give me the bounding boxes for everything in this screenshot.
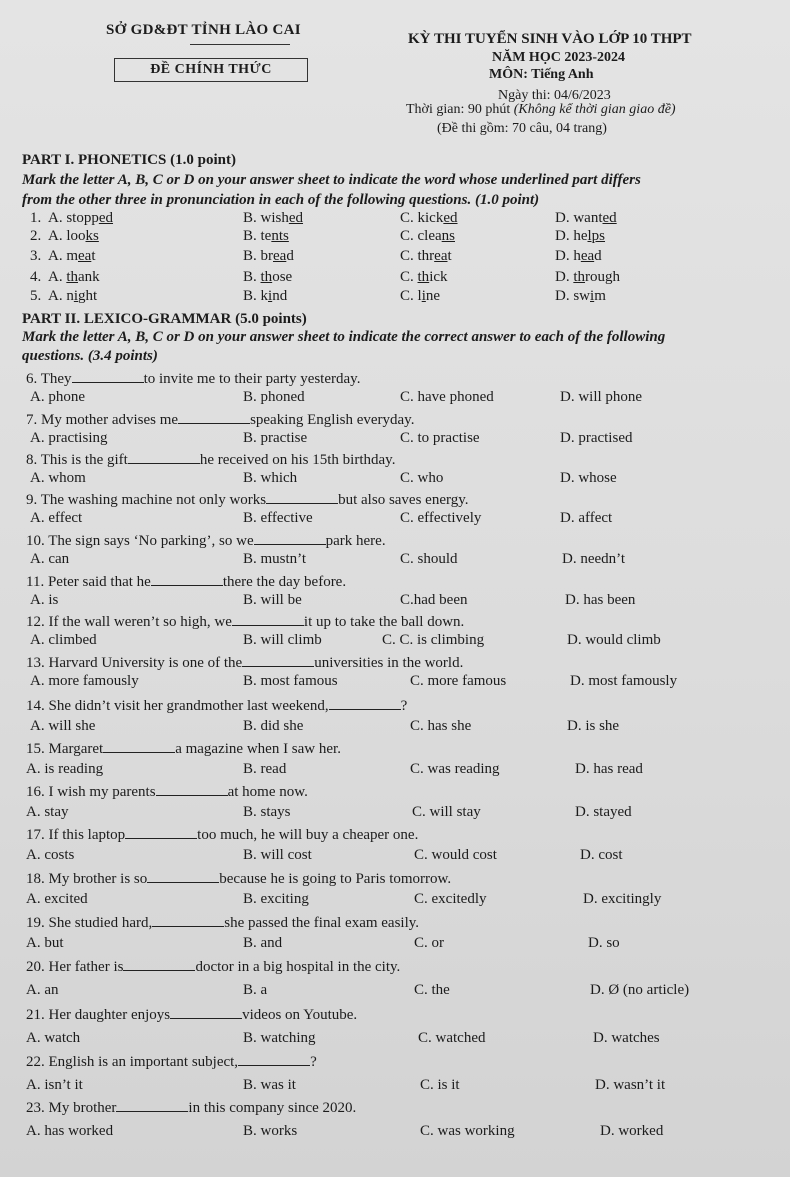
answer-blank bbox=[266, 491, 338, 504]
underlined-part: ea bbox=[434, 248, 448, 264]
exam-time bbox=[406, 102, 676, 118]
subject: MÔN: Tiếng Anh bbox=[489, 67, 594, 82]
question-text: 7. My mother advises me bbox=[26, 412, 179, 428]
question-stem bbox=[26, 914, 419, 932]
question-stem bbox=[26, 958, 400, 976]
answer-option-d: D. watches bbox=[593, 1030, 660, 1046]
option-text: A. loo bbox=[48, 228, 86, 244]
question-text: universities in the world. bbox=[314, 655, 464, 671]
question-text: but also saves energy. bbox=[338, 492, 469, 508]
phonetics-option-d bbox=[555, 269, 620, 286]
option-text: t bbox=[447, 248, 452, 264]
answer-blank bbox=[156, 783, 228, 796]
option-text: D. he bbox=[555, 228, 588, 244]
answer-option-b: B. practise bbox=[243, 430, 308, 446]
answer-blank bbox=[238, 1053, 310, 1066]
answer-option-c: C. have phoned bbox=[400, 389, 494, 405]
question-stem bbox=[26, 870, 451, 888]
answer-blank bbox=[170, 1006, 242, 1019]
underlined-part: ea bbox=[78, 248, 92, 264]
question-text: 20. Her father is bbox=[26, 959, 124, 975]
answer-option-c: C. has she bbox=[410, 718, 472, 734]
underlined-part: i bbox=[73, 288, 79, 304]
question-stem bbox=[26, 697, 407, 715]
answer-blank bbox=[103, 740, 175, 753]
answer-option-d: D. wasn’t it bbox=[595, 1077, 666, 1093]
question-stem bbox=[26, 654, 463, 672]
answer-option-b: B. will cost bbox=[243, 847, 312, 863]
underlined-part: th bbox=[260, 269, 273, 285]
question-text: in this company since 2020. bbox=[188, 1100, 357, 1116]
question-text: 14. She didn’t visit her grandmother last weekend, bbox=[26, 698, 329, 714]
answer-option-a: A. practising bbox=[30, 430, 108, 446]
answer-option-a: A. stay bbox=[26, 804, 69, 820]
option-text: ne bbox=[425, 288, 441, 304]
answer-option-c: C. the bbox=[414, 982, 450, 998]
answer-option-d: D. affect bbox=[560, 510, 613, 526]
answer-blank bbox=[72, 370, 144, 383]
question-number: 1. bbox=[30, 210, 42, 226]
answer-option-b: B. and bbox=[243, 935, 283, 951]
question-text: 6. They bbox=[26, 371, 72, 387]
phonetics-option-b bbox=[243, 210, 303, 227]
phonetics-option-d bbox=[555, 210, 617, 227]
option-text: D. sw bbox=[555, 288, 591, 304]
question-text: 18. My brother is so bbox=[26, 871, 148, 887]
answer-option-d: D. has read bbox=[575, 761, 643, 777]
underlined-part: ns bbox=[441, 228, 455, 244]
phonetics-option-d bbox=[555, 228, 605, 245]
part1-title: PART I. PHONETICS (1.0 point) bbox=[22, 152, 236, 168]
answer-option-c: C. C. is climbing bbox=[382, 632, 485, 648]
question-number: 5. bbox=[30, 288, 42, 304]
answer-blank bbox=[232, 613, 304, 626]
question-text: to invite me to their party yesterday. bbox=[143, 371, 361, 387]
option-text: D. want bbox=[555, 210, 603, 226]
option-text: nd bbox=[272, 288, 288, 304]
answer-option-d: D. is she bbox=[567, 718, 620, 734]
official-label: ĐỀ CHÍNH THỨC bbox=[114, 58, 308, 82]
answer-option-d: D. needn’t bbox=[562, 551, 626, 567]
answer-option-d: D. Ø (no article) bbox=[590, 982, 690, 998]
phonetics-option-c bbox=[400, 269, 448, 286]
phonetics-option-a bbox=[48, 248, 96, 265]
department-underline bbox=[190, 44, 290, 45]
question-stem bbox=[26, 451, 395, 469]
question-text: 22. English is an important subject, bbox=[26, 1054, 239, 1070]
answer-option-b: B. will climb bbox=[243, 632, 322, 648]
answer-option-c: C. who bbox=[400, 470, 444, 486]
answer-option-b: B. mustn’t bbox=[243, 551, 307, 567]
phonetics-option-a bbox=[48, 228, 99, 245]
question-stem bbox=[26, 411, 414, 429]
phonetics-option-b bbox=[243, 269, 292, 286]
answer-option-b: B. most famous bbox=[243, 673, 338, 689]
question-stem bbox=[26, 783, 308, 801]
underlined-part: i bbox=[268, 288, 273, 304]
answer-blank bbox=[147, 870, 219, 883]
time-label: Thời gian: 90 phút bbox=[406, 102, 511, 117]
answer-option-c: C. was reading bbox=[410, 761, 500, 777]
part1-instruction-line1: Mark the letter A, B, C or D on your answer sheet to indicate the word whose underlined part differs bbox=[22, 172, 641, 188]
answer-blank bbox=[125, 826, 197, 839]
question-stem bbox=[26, 740, 341, 758]
department-name: SỞ GD&ĐT TỈNH LÀO CAI bbox=[106, 22, 301, 38]
phonetics-option-d bbox=[555, 288, 606, 305]
answer-option-d: D. cost bbox=[580, 847, 623, 863]
answer-option-a: A. costs bbox=[26, 847, 75, 863]
question-text: too much, he will buy a cheaper one. bbox=[197, 827, 419, 843]
phonetics-option-c bbox=[400, 228, 455, 245]
option-text: D. bbox=[555, 269, 574, 285]
option-text: C. bbox=[400, 269, 418, 285]
question-stem bbox=[26, 826, 418, 844]
question-text: 19. She studied hard, bbox=[26, 915, 153, 931]
underlined-part: ea bbox=[273, 248, 287, 264]
option-text: ght bbox=[78, 288, 98, 304]
answer-option-c: C. excitedly bbox=[414, 891, 487, 907]
underlined-part: lps bbox=[587, 228, 606, 244]
underlined-part: ed bbox=[443, 210, 458, 226]
question-text: speaking English everyday. bbox=[250, 412, 415, 428]
question-text: 10. The sign says ‘No parking’, so we bbox=[26, 533, 254, 549]
phonetics-option-c bbox=[400, 288, 440, 305]
answer-option-a: A. an bbox=[26, 982, 59, 998]
option-text: m bbox=[594, 288, 606, 304]
question-stem bbox=[26, 1099, 356, 1117]
option-text: C. kick bbox=[400, 210, 444, 226]
option-text: A. bbox=[48, 269, 67, 285]
option-text: B. br bbox=[243, 248, 273, 264]
option-text: B. bbox=[243, 269, 261, 285]
question-text: 11. Peter said that he bbox=[26, 574, 151, 590]
time-note: (Không kể thời gian giao đề) bbox=[513, 102, 676, 117]
answer-option-c: C. more famous bbox=[410, 673, 507, 689]
answer-option-a: A. will she bbox=[30, 718, 96, 734]
answer-option-a: A. excited bbox=[26, 891, 88, 907]
answer-blank bbox=[242, 654, 314, 667]
question-text: because he is going to Paris tomorrow. bbox=[219, 871, 452, 887]
answer-option-c: C. is it bbox=[420, 1077, 460, 1093]
question-stem bbox=[26, 491, 469, 509]
question-text: 21. Her daughter enjoys bbox=[26, 1007, 171, 1023]
answer-option-d: D. worked bbox=[600, 1123, 664, 1139]
question-text: 17. If this laptop bbox=[26, 827, 126, 843]
answer-option-d: D. would climb bbox=[567, 632, 661, 648]
question-stem bbox=[26, 1006, 357, 1024]
answer-option-d: D. most famously bbox=[570, 673, 678, 689]
answer-option-b: B. effective bbox=[243, 510, 313, 526]
answer-option-a: A. is bbox=[30, 592, 59, 608]
phonetics-option-c bbox=[400, 210, 458, 227]
answer-option-b: B. did she bbox=[243, 718, 304, 734]
answer-option-a: A. effect bbox=[30, 510, 83, 526]
option-text: C. l bbox=[400, 288, 422, 304]
answer-option-a: A. phone bbox=[30, 389, 85, 405]
answer-option-d: D. so bbox=[588, 935, 620, 951]
underlined-part: i bbox=[421, 288, 426, 304]
underlined-part: nts bbox=[271, 228, 289, 244]
answer-option-a: A. can bbox=[30, 551, 70, 567]
answer-option-c: C. or bbox=[414, 935, 444, 951]
answer-option-b: B. phoned bbox=[243, 389, 305, 405]
question-text: 12. If the wall weren’t so high, we bbox=[26, 614, 232, 630]
question-stem bbox=[26, 532, 386, 550]
option-text: A. stopp bbox=[48, 210, 99, 226]
answer-option-c: C. to practise bbox=[400, 430, 480, 446]
answer-option-a: A. more famously bbox=[30, 673, 139, 689]
question-number: 2. bbox=[30, 228, 42, 244]
answer-option-d: D. stayed bbox=[575, 804, 632, 820]
question-text: videos on Youtube. bbox=[242, 1007, 358, 1023]
answer-option-a: A. isn’t it bbox=[26, 1077, 83, 1093]
answer-option-c: C. effectively bbox=[400, 510, 482, 526]
phonetics-option-d bbox=[555, 248, 602, 265]
question-text: it up to take the ball down. bbox=[303, 614, 465, 630]
question-text: she passed the final exam easily. bbox=[224, 915, 420, 931]
question-stem bbox=[26, 370, 360, 388]
option-text: d bbox=[594, 248, 602, 264]
option-text: d bbox=[286, 248, 294, 264]
option-text: ose bbox=[272, 269, 293, 285]
option-text: rough bbox=[585, 269, 621, 285]
underlined-part: ed bbox=[98, 210, 114, 226]
question-text: 15. Margaret bbox=[26, 741, 104, 757]
answer-option-c: C. watched bbox=[418, 1030, 486, 1046]
question-text: 16. I wish my parents bbox=[26, 784, 156, 800]
question-number: 4. bbox=[30, 269, 42, 285]
part2-instruction-line1: Mark the letter A, B, C or D on your answer sheet to indicate the correct answer to each of the following bbox=[22, 329, 666, 345]
part2-title: PART II. LEXICO-GRAMMAR (5.0 points) bbox=[22, 311, 307, 327]
answer-blank bbox=[123, 958, 195, 971]
answer-option-d: D. whose bbox=[560, 470, 617, 486]
answer-option-a: A. climbed bbox=[30, 632, 97, 648]
exam-date: Ngày thi: 04/6/2023 bbox=[498, 88, 611, 103]
answer-blank bbox=[152, 914, 224, 927]
option-text: ick bbox=[429, 269, 448, 285]
answer-blank bbox=[178, 411, 250, 424]
question-text: park here. bbox=[325, 533, 386, 549]
answer-option-d: D. has been bbox=[565, 592, 636, 608]
answer-option-b: B. watching bbox=[243, 1030, 316, 1046]
underlined-part: ed bbox=[288, 210, 304, 226]
option-text: A. n bbox=[48, 288, 74, 304]
phonetics-option-a bbox=[48, 210, 113, 227]
phonetics-option-b bbox=[243, 248, 294, 265]
phonetics-option-a bbox=[48, 269, 100, 286]
option-text: D. h bbox=[555, 248, 581, 264]
answer-option-c: C.had been bbox=[400, 592, 468, 608]
answer-option-a: A. but bbox=[26, 935, 64, 951]
school-year: NĂM HỌC 2023-2024 bbox=[492, 50, 625, 65]
part2-instruction-line2: questions. (3.4 points) bbox=[22, 348, 158, 364]
answer-option-b: B. works bbox=[243, 1123, 298, 1139]
underlined-part: th bbox=[66, 269, 79, 285]
option-text: t bbox=[91, 248, 96, 264]
option-text: C. thr bbox=[400, 248, 435, 264]
underlined-part: ks bbox=[85, 228, 99, 244]
question-text: he received on his 15th birthday. bbox=[199, 452, 396, 468]
option-text: ank bbox=[78, 269, 100, 285]
underlined-part: ed bbox=[602, 210, 617, 226]
option-text: A. m bbox=[48, 248, 78, 264]
question-stem bbox=[26, 613, 464, 631]
answer-option-d: D. will phone bbox=[560, 389, 643, 405]
answer-option-d: D. practised bbox=[560, 430, 633, 446]
answer-option-a: A. is reading bbox=[26, 761, 104, 777]
question-text: doctor in a big hospital in the city. bbox=[195, 959, 401, 975]
underlined-part: th bbox=[417, 269, 430, 285]
option-text: B. te bbox=[243, 228, 272, 244]
exam-title: KỲ THI TUYỂN SINH VÀO LỚP 10 THPT bbox=[408, 31, 692, 47]
answer-blank bbox=[329, 697, 401, 710]
answer-option-b: B. will be bbox=[243, 592, 302, 608]
question-stem bbox=[26, 1053, 317, 1071]
answer-option-a: A. watch bbox=[26, 1030, 81, 1046]
answer-option-d: D. excitingly bbox=[583, 891, 662, 907]
underlined-part: i bbox=[590, 288, 595, 304]
answer-blank bbox=[128, 451, 200, 464]
question-number: 3. bbox=[30, 248, 42, 264]
answer-option-c: C. would cost bbox=[414, 847, 497, 863]
answer-option-b: B. read bbox=[243, 761, 287, 777]
pages-info: (Đề thi gồm: 70 câu, 04 trang) bbox=[437, 121, 607, 136]
question-text: 8. This is the gift bbox=[26, 452, 128, 468]
answer-option-c: C. was working bbox=[420, 1123, 515, 1139]
answer-option-b: B. stays bbox=[243, 804, 291, 820]
answer-option-c: C. should bbox=[400, 551, 458, 567]
option-text: B. wish bbox=[243, 210, 289, 226]
underlined-part: th bbox=[573, 269, 586, 285]
part1-instruction-line2: from the other three in pronunciation in each of the following questions. (1.0 point) bbox=[22, 192, 540, 208]
question-text: there the day before. bbox=[222, 574, 347, 590]
answer-option-c: C. will stay bbox=[412, 804, 481, 820]
phonetics-option-b bbox=[243, 288, 287, 305]
question-stem bbox=[26, 573, 346, 591]
answer-option-b: B. exciting bbox=[243, 891, 309, 907]
question-text: 23. My brother bbox=[26, 1100, 117, 1116]
question-text: 13. Harvard University is one of the bbox=[26, 655, 243, 671]
answer-option-b: B. which bbox=[243, 470, 298, 486]
question-text: 9. The washing machine not only works bbox=[26, 492, 267, 508]
underlined-part: ea bbox=[580, 248, 595, 264]
question-text: at home now. bbox=[227, 784, 308, 800]
phonetics-option-b bbox=[243, 228, 289, 245]
question-text: ? bbox=[310, 1054, 317, 1070]
answer-option-b: B. was it bbox=[243, 1077, 296, 1093]
answer-option-a: A. whom bbox=[30, 470, 86, 486]
question-text: ? bbox=[400, 698, 408, 714]
phonetics-option-a bbox=[48, 288, 97, 305]
answer-blank bbox=[116, 1099, 188, 1112]
answer-blank bbox=[151, 573, 223, 586]
option-text: B. k bbox=[243, 288, 269, 304]
answer-blank bbox=[254, 532, 326, 545]
question-text: a magazine when I saw her. bbox=[175, 741, 341, 757]
option-text: C. clea bbox=[400, 228, 442, 244]
phonetics-option-c bbox=[400, 248, 452, 265]
answer-option-a: A. has worked bbox=[26, 1123, 114, 1139]
answer-option-b: B. a bbox=[243, 982, 268, 998]
